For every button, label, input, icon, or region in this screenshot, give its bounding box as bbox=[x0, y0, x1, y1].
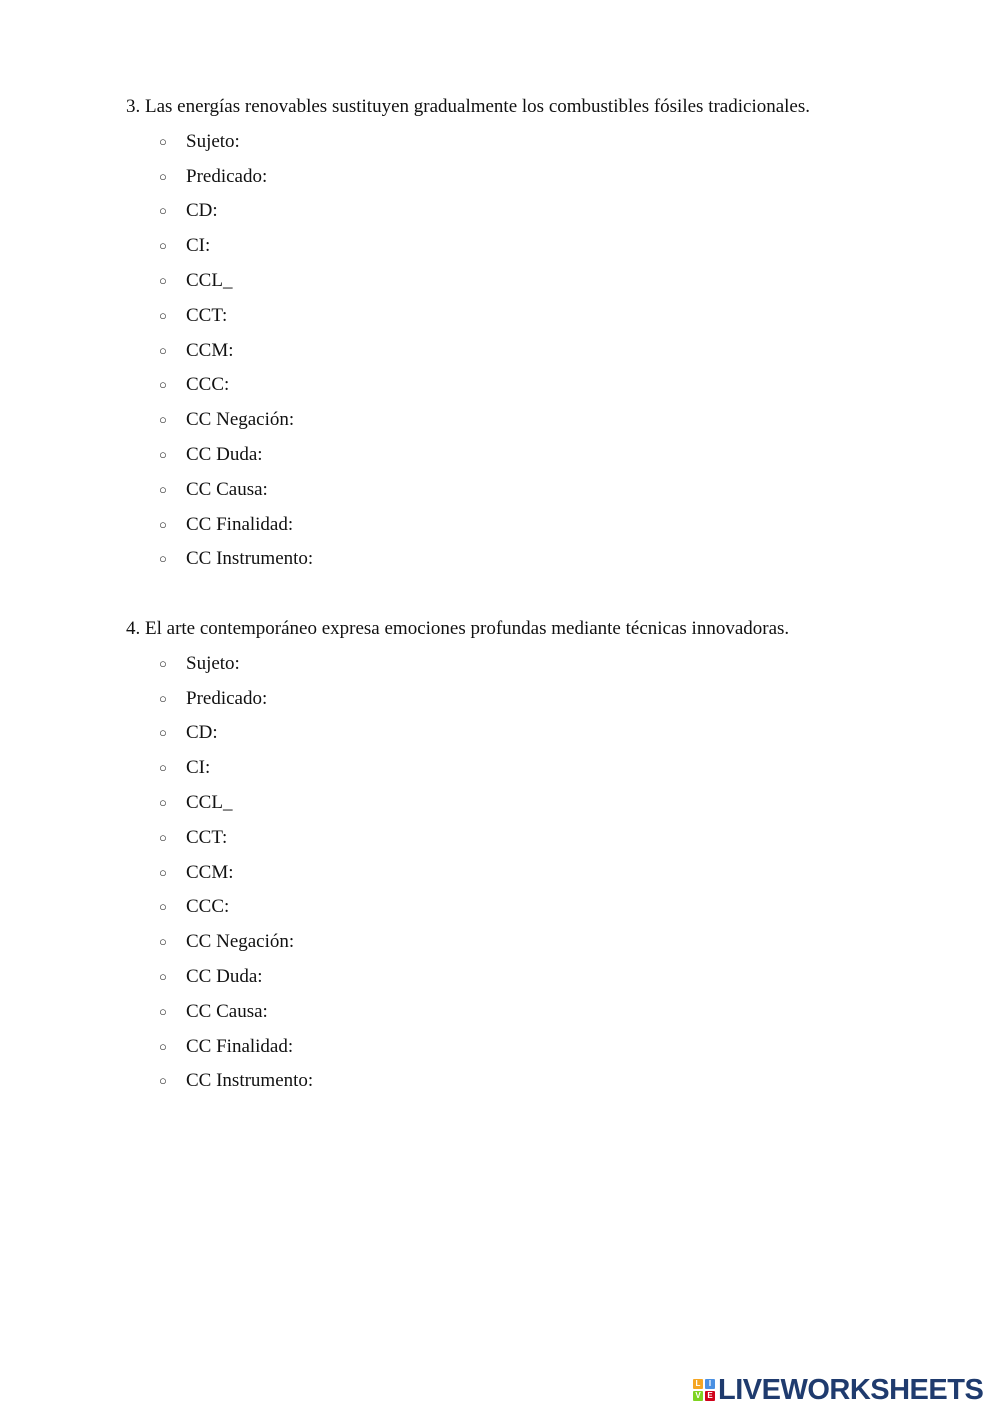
field-item bbox=[126, 155, 926, 190]
field-item bbox=[126, 955, 926, 990]
circle-bullet-icon: ○ bbox=[159, 864, 167, 880]
exercise-4 bbox=[126, 616, 926, 1094]
field-list bbox=[126, 642, 926, 1094]
field-label: CCC: bbox=[186, 896, 230, 918]
circle-bullet-icon: ○ bbox=[159, 307, 167, 323]
circle-bullet-icon: ○ bbox=[159, 760, 167, 776]
liveworksheets-logo-icon bbox=[693, 1379, 715, 1401]
field-label: CC Causa: bbox=[186, 1000, 268, 1022]
field-item bbox=[126, 259, 926, 294]
field-label: CC Instrumento: bbox=[186, 1070, 314, 1092]
circle-bullet-icon: ○ bbox=[159, 238, 167, 254]
circle-bullet-icon: ○ bbox=[159, 934, 167, 950]
logo-mark-tile: E bbox=[705, 1391, 715, 1401]
field-label: CCT: bbox=[186, 826, 228, 848]
circle-bullet-icon: ○ bbox=[159, 412, 167, 428]
circle-bullet-icon: ○ bbox=[159, 342, 167, 358]
logo-mark-tile: L bbox=[693, 1379, 703, 1389]
field-item bbox=[126, 538, 926, 573]
field-label: CCM: bbox=[186, 339, 234, 361]
field-item bbox=[126, 642, 926, 677]
field-label: CCM: bbox=[186, 861, 234, 883]
circle-bullet-icon: ○ bbox=[159, 725, 167, 741]
field-label: CC Negación: bbox=[186, 931, 295, 953]
logo-mark-tile: V bbox=[693, 1391, 703, 1401]
field-label: CC Causa: bbox=[186, 478, 268, 500]
field-label: Sujeto: bbox=[186, 130, 240, 152]
field-item bbox=[126, 781, 926, 816]
field-label: CC Negación: bbox=[186, 409, 295, 431]
circle-bullet-icon: ○ bbox=[159, 551, 167, 567]
circle-bullet-icon: ○ bbox=[159, 794, 167, 810]
field-item bbox=[126, 746, 926, 781]
circle-bullet-icon: ○ bbox=[159, 690, 167, 706]
field-label: CC Duda: bbox=[186, 443, 263, 465]
field-label: CCL_ bbox=[186, 269, 233, 291]
field-item bbox=[126, 190, 926, 225]
exercise-sentence: 3. Las energías renovables sustituyen gradualmente los combustibles fósiles tradicionales. bbox=[126, 96, 811, 117]
field-label: CC Finalidad: bbox=[186, 513, 294, 535]
field-item bbox=[126, 1025, 926, 1060]
liveworksheets-logo bbox=[693, 1374, 983, 1406]
field-label: Predicado: bbox=[186, 687, 268, 709]
field-item bbox=[126, 1060, 926, 1095]
field-item bbox=[126, 364, 926, 399]
field-list bbox=[126, 120, 926, 572]
circle-bullet-icon: ○ bbox=[159, 446, 167, 462]
field-item bbox=[126, 990, 926, 1025]
field-label: CCT: bbox=[186, 304, 228, 326]
field-label: Predicado: bbox=[186, 165, 268, 187]
circle-bullet-icon: ○ bbox=[159, 516, 167, 532]
circle-bullet-icon: ○ bbox=[159, 829, 167, 845]
field-item bbox=[126, 294, 926, 329]
field-item bbox=[126, 120, 926, 155]
field-label: CCC: bbox=[186, 374, 230, 396]
field-item bbox=[126, 677, 926, 712]
field-label: CD: bbox=[186, 200, 218, 222]
field-label: Sujeto: bbox=[186, 652, 240, 674]
circle-bullet-icon: ○ bbox=[159, 133, 167, 149]
field-label: CC Duda: bbox=[186, 965, 263, 987]
exercise-3 bbox=[126, 94, 926, 572]
circle-bullet-icon: ○ bbox=[159, 1003, 167, 1019]
circle-bullet-icon: ○ bbox=[159, 272, 167, 288]
field-item bbox=[126, 224, 926, 259]
logo-text: LIVEWORKSHEETS bbox=[718, 1374, 984, 1406]
circle-bullet-icon: ○ bbox=[159, 968, 167, 984]
field-item bbox=[126, 920, 926, 955]
field-label: CD: bbox=[186, 722, 218, 744]
exercise-sentence: 4. El arte contemporáneo expresa emociones profundas mediante técnicas innovadoras. bbox=[126, 618, 790, 639]
circle-bullet-icon: ○ bbox=[159, 377, 167, 393]
field-item bbox=[126, 468, 926, 503]
field-item bbox=[126, 398, 926, 433]
field-item bbox=[126, 503, 926, 538]
field-item bbox=[126, 851, 926, 886]
field-item bbox=[126, 886, 926, 921]
circle-bullet-icon: ○ bbox=[159, 1038, 167, 1054]
circle-bullet-icon: ○ bbox=[159, 899, 167, 915]
field-item bbox=[126, 329, 926, 364]
field-item bbox=[126, 816, 926, 851]
field-item bbox=[126, 712, 926, 747]
field-item bbox=[126, 433, 926, 468]
circle-bullet-icon: ○ bbox=[159, 203, 167, 219]
circle-bullet-icon: ○ bbox=[159, 1073, 167, 1089]
field-label: CC Instrumento: bbox=[186, 548, 314, 570]
field-label: CCL_ bbox=[186, 791, 233, 813]
circle-bullet-icon: ○ bbox=[159, 168, 167, 184]
field-label: CI: bbox=[186, 757, 211, 779]
circle-bullet-icon: ○ bbox=[159, 655, 167, 671]
field-label: CI: bbox=[186, 235, 211, 257]
circle-bullet-icon: ○ bbox=[159, 481, 167, 497]
field-label: CC Finalidad: bbox=[186, 1035, 294, 1057]
logo-mark-tile: I bbox=[705, 1379, 715, 1389]
